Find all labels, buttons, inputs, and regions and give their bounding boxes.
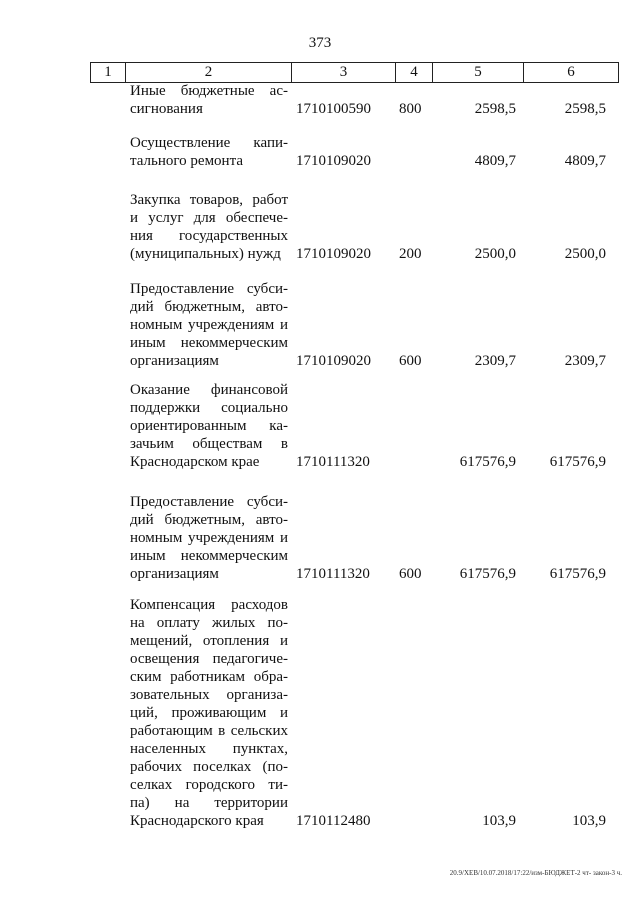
row-description [130, 493, 288, 583]
table-row [0, 280, 640, 370]
row-description [130, 381, 288, 471]
column-header: 1 [91, 63, 126, 83]
amount-col5: 4809,7 [474, 153, 516, 169]
target-article-code: 1710112480 [296, 813, 371, 829]
description-line: на оплату жилых по- [130, 615, 288, 631]
footer-note: 20.9/ХЕВ/10.07.2018/17:22/изм-БЮДЖЕТ-2 чт- закон-3 ч. [449, 869, 622, 877]
description-line: ния государственных [130, 228, 288, 244]
description-line: ским работникам обра- [130, 669, 288, 685]
description-line: населенных пунктах, [130, 741, 288, 757]
description-line: Иные бюджетные ас- [130, 83, 288, 99]
row-description [130, 82, 288, 118]
target-article-code: 1710111320 [296, 566, 370, 582]
amount-col6: 617576,9 [549, 566, 606, 582]
target-article-code: 1710100590 [296, 101, 371, 117]
description-line: тального ремонта [130, 153, 243, 169]
description-line: дий бюджетным, авто- [130, 299, 288, 315]
column-header: 6 [524, 63, 619, 83]
description-line: ций, проживающим и [130, 705, 288, 721]
description-line: ориентированным ка- [130, 418, 288, 434]
description-line: номным учреждениям и [130, 530, 288, 546]
description-line: па) на территории [130, 795, 288, 811]
amount-col6: 2309,7 [564, 353, 606, 369]
column-header: 5 [433, 63, 524, 83]
row-description [130, 191, 288, 263]
description-line: (муниципальных) нужд [130, 246, 281, 262]
table-row [0, 82, 640, 118]
target-article-code: 1710111320 [296, 454, 370, 470]
description-line: Краснодарского края [130, 813, 264, 829]
description-line: организациям [130, 353, 219, 369]
description-line: освещения педагогиче- [130, 651, 288, 667]
target-article-code: 1710109020 [296, 353, 371, 369]
amount-col6: 4809,7 [564, 153, 606, 169]
column-header: 3 [292, 63, 396, 83]
target-article-code: 1710109020 [296, 153, 371, 169]
column-header-table [90, 62, 619, 83]
description-line: Оказание финансовой [130, 382, 288, 398]
table-row [0, 596, 640, 830]
amount-col5: 2500,0 [474, 246, 516, 262]
description-line: организациям [130, 566, 219, 582]
description-line: Осуществление капи- [130, 135, 288, 151]
description-line: Предоставление субси- [130, 494, 288, 510]
table-row [0, 191, 640, 263]
description-line: Предоставление субси- [130, 281, 288, 297]
description-line: селках городского ти- [130, 777, 288, 793]
row-description [130, 134, 288, 170]
amount-col5: 617576,9 [459, 454, 516, 470]
description-line: работающим в сельских [130, 723, 288, 739]
description-line: номным учреждениям и [130, 317, 288, 333]
column-header: 4 [396, 63, 433, 83]
page-number: 373 [308, 35, 332, 51]
description-line: рабочих поселках (по- [130, 759, 288, 775]
amount-col6: 2500,0 [564, 246, 606, 262]
description-line: Краснодарском крае [130, 454, 260, 470]
target-article-code: 1710109020 [296, 246, 371, 262]
expense-type-code: 600 [399, 566, 422, 582]
table-row [0, 493, 640, 583]
amount-col5: 2309,7 [474, 353, 516, 369]
description-line: Компенсация расходов [130, 597, 288, 613]
description-line: иным некоммерческим [130, 548, 288, 564]
table-row [0, 381, 640, 471]
amount-col6: 103,9 [572, 813, 606, 829]
row-description [130, 280, 288, 370]
column-header: 2 [126, 63, 292, 83]
description-line: зачьим обществам в [130, 436, 288, 452]
description-line: и услуг для обеспече- [130, 210, 288, 226]
expense-type-code: 600 [399, 353, 422, 369]
description-line: Закупка товаров, работ [130, 192, 288, 208]
amount-col5: 617576,9 [459, 566, 516, 582]
amount-col5: 2598,5 [474, 101, 516, 117]
description-line: мещений, отопления и [130, 633, 288, 649]
row-description [130, 596, 288, 830]
amount-col6: 617576,9 [549, 454, 606, 470]
description-line: зовательных организа- [130, 687, 288, 703]
table-row [0, 134, 640, 170]
description-line: иным некоммерческим [130, 335, 288, 351]
description-line: сигнования [130, 101, 203, 117]
amount-col6: 2598,5 [564, 101, 606, 117]
description-line: дий бюджетным, авто- [130, 512, 288, 528]
expense-type-code: 200 [399, 246, 422, 262]
expense-type-code: 800 [399, 101, 422, 117]
description-line: поддержки социально [130, 400, 288, 416]
amount-col5: 103,9 [482, 813, 516, 829]
